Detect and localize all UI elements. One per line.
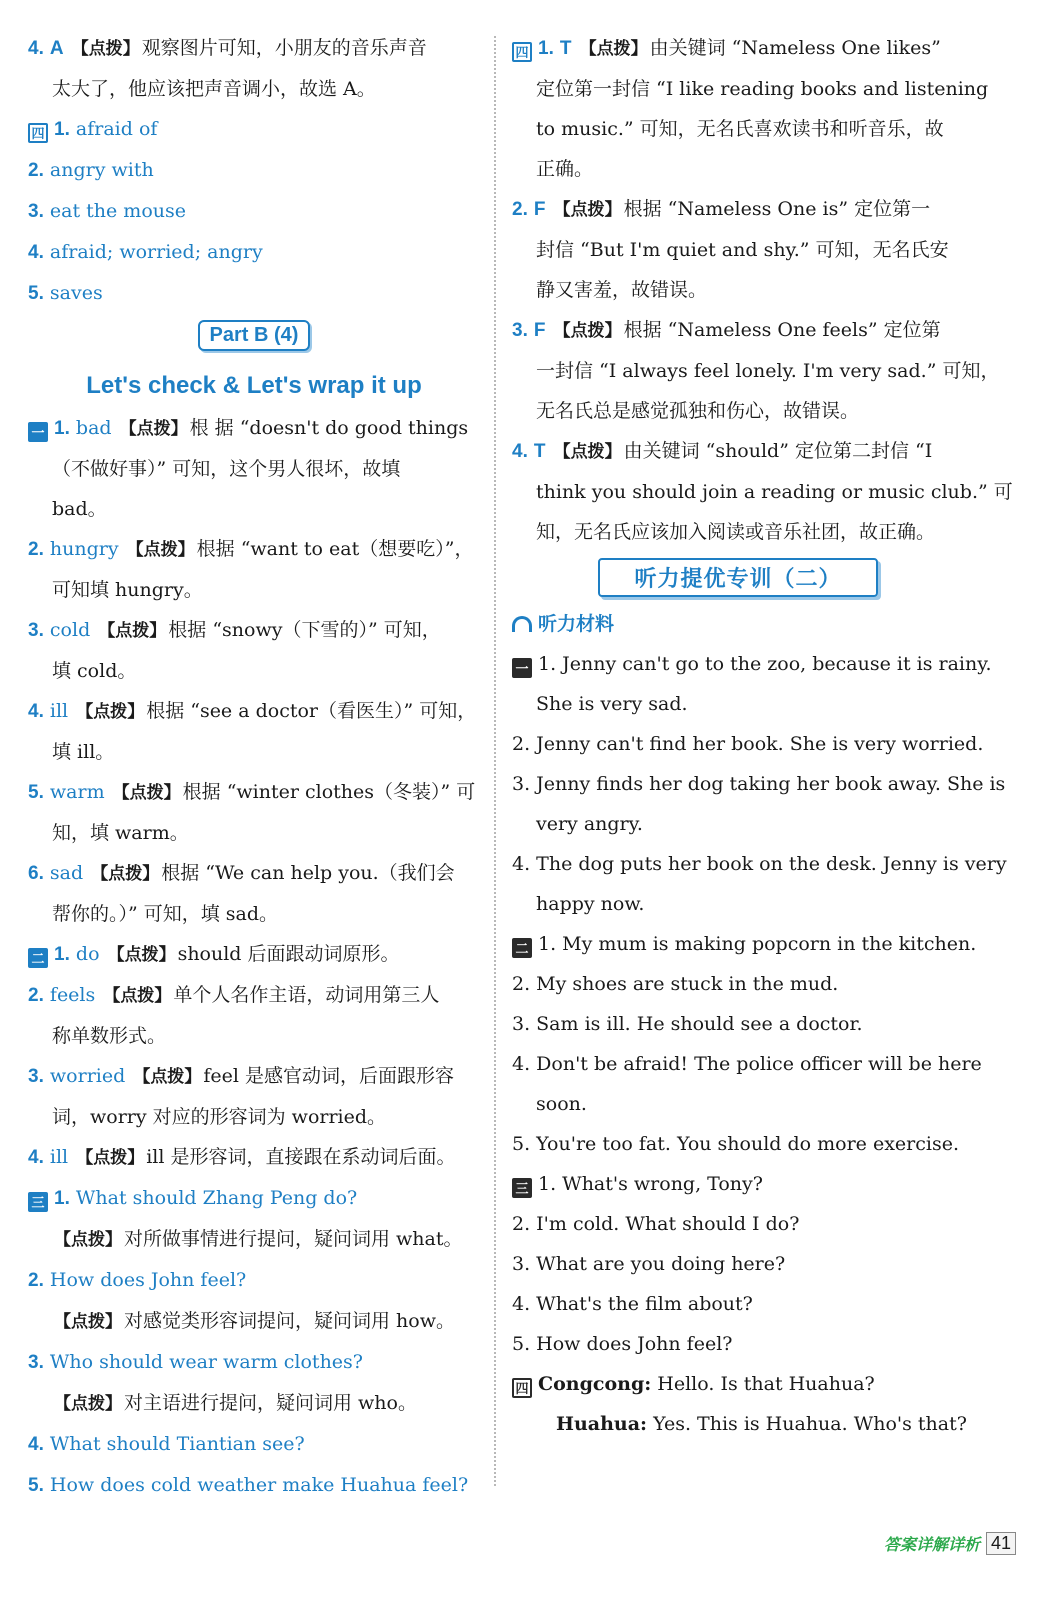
answer-line: 封信 “But I'm quiet and shy.” 可知，无名氏安 <box>536 239 949 261</box>
transcript-line: 4. What's the film about? <box>512 1293 753 1315</box>
answer-line: 4. What should Tiantian see? <box>28 1433 305 1455</box>
transcript-line: 二 1. My mum is making popcorn in the kitchen. <box>512 924 964 964</box>
answer-line: 填 cold。 <box>52 660 137 682</box>
page-footer <box>884 1528 1016 1558</box>
answer-line: （不做好事）” 可知，这个男人很坏，故填 <box>52 458 401 480</box>
headphone-icon <box>512 616 532 632</box>
answer-line: 3. Who should wear warm clothes? <box>28 1351 363 1373</box>
transcript-line: 3. Sam is ill. He should see a doctor. <box>512 1013 863 1035</box>
hint-tag: 【 点拨 】 <box>554 200 622 220</box>
answer-line: 知，无名氏应该加入阅读或音乐社团，故正确。 <box>536 521 936 543</box>
transcript-line: 一 1. Jenny can't go to the zoo, because it is rainy. <box>512 644 964 684</box>
hint-tag: 【 点拨 】 <box>76 1148 144 1168</box>
answer-line: 正确。 <box>536 158 594 180</box>
answer-line: 3. F 【 点拨 】 根据 “Nameless One feels” 定位第 <box>512 310 964 351</box>
section-four-marker: 四 <box>512 42 532 62</box>
answer-line: 词，worry 对应的形容词为 worried。 <box>52 1106 387 1128</box>
section-four-marker: 四 <box>512 1378 532 1398</box>
listening-material-heading: 听力材料 <box>512 604 964 644</box>
answer-line: 4. ill 【 点拨 】 根据 “see a doctor（看医生）” 可知， <box>28 691 480 732</box>
answer-line: 一封信 “I always feel lonely. I'm very sad.” 可知， <box>536 360 1000 382</box>
answer-line: 4. afraid; worried; angry <box>28 241 263 263</box>
transcript-line: 4. The dog puts her book on the desk. Jenny is very <box>512 853 1007 875</box>
section-one-marker: 一 <box>28 422 48 442</box>
answer-line: 4. ill 【 点拨 】 ill 是形容词，直接跟在系动词后面。 <box>28 1137 480 1178</box>
hint-tag: 【 点拨 】 <box>72 39 140 59</box>
transcript-line: 2. My shoes are stuck in the mud. <box>512 973 839 995</box>
footer-label: 答案详解详析 <box>883 1534 980 1554</box>
answer-line: 静又害羞，故错误。 <box>536 279 708 301</box>
answer-line: 定位第一封信 “I like reading books and listening <box>536 78 989 100</box>
transcript-line: 5. How does John feel? <box>512 1333 733 1355</box>
answer-line: 5. warm 【 点拨 】 根据 “winter clothes（冬装）” 可 <box>28 772 480 813</box>
answer-line: 二 1. do 【 点拨 】 should 后面跟动词原形。 <box>28 934 480 975</box>
transcript-line: She is very sad. <box>536 693 688 715</box>
answer-line: 【 点拨 】 对主语进行提问，疑问词用 who。 <box>28 1383 480 1424</box>
part-badge: Part B (4) <box>198 320 311 351</box>
answer-line: 3. cold 【 点拨 】 根据 “snowy（下雪的）” 可知， <box>28 610 480 651</box>
hint-tag: 【 点拨 】 <box>133 1067 201 1087</box>
answer-line: 填 ill。 <box>52 741 115 763</box>
answer-line: 5. saves <box>28 282 103 304</box>
hint-tag: 【 点拨 】 <box>113 783 181 803</box>
answer-line: 称单数形式。 <box>52 1025 167 1047</box>
transcript-line: Huahua: Yes. This is Huahua. Who's that? <box>556 1413 967 1435</box>
transcript-line: 5. You're too fat. You should do more exercise. <box>512 1133 960 1155</box>
section-three-marker: 三 <box>28 1192 48 1212</box>
transcript-line: very angry. <box>536 813 643 835</box>
answer-line: 2. How does John feel? <box>28 1269 247 1291</box>
transcript-line: 三 1. What's wrong, Tony? <box>512 1164 964 1204</box>
answer-line: 可知填 hungry。 <box>52 579 203 601</box>
hint-tag: 【 点拨 】 <box>127 540 195 560</box>
answer-line: 6. sad 【 点拨 】 根据 “We can help you.（我们会 <box>28 853 480 894</box>
transcript-line: happy now. <box>536 893 645 915</box>
transcript-line: soon. <box>536 1093 587 1115</box>
answer-line: 4. T 【 点拨 】 由关键词 “should” 定位第二封信 “I <box>512 431 964 472</box>
answer-line: 2. angry with <box>28 159 154 181</box>
section-three-marker: 三 <box>512 1178 532 1198</box>
answer-line: to music.” 可知，无名氏喜欢读书和听音乐，故 <box>536 118 944 140</box>
transcript-line: 2. Jenny can't find her book. She is very worried. <box>512 733 984 755</box>
hint-tag: 【 点拨 】 <box>580 39 648 59</box>
special-training-badge: 听力提优专训（二） <box>598 558 877 597</box>
hint-tag: 【 点拨 】 <box>91 864 159 884</box>
answer-line: 4. A 【 点拨 】 观察图片可知，小朋友的音乐声音 <box>28 28 480 69</box>
answer-line: 帮你的。）” 可知，填 sad。 <box>52 903 279 925</box>
hint-tag: 【 点拨 】 <box>54 1230 122 1250</box>
left-column <box>28 28 480 1506</box>
answer-line: 三 1. What should Zhang Peng do? <box>28 1178 480 1219</box>
hint-tag: 【 点拨 】 <box>103 986 171 1006</box>
answer-line: think you should join a reading or music club.” 可 <box>536 481 1013 503</box>
hint-tag: 【 点拨 】 <box>108 945 176 965</box>
answer-line: 2. feels 【 点拨 】 单个人名作主语，动词用第三人 <box>28 975 480 1016</box>
speaker-name: Huahua: <box>556 1413 648 1435</box>
transcript-line: 2. I'm cold. What should I do? <box>512 1213 800 1235</box>
answer-line: 3. eat the mouse <box>28 200 186 222</box>
section-four-marker: 四 <box>28 123 48 143</box>
transcript-line: 3. What are you doing here? <box>512 1253 786 1275</box>
answer-line: 3. worried 【 点拨 】 feel 是感官动词，后面跟形容 <box>28 1056 480 1097</box>
answer-line: 一 1. bad 【 点拨 】 根 据 “doesn't do good things <box>28 408 480 449</box>
hint-tag: 【 点拨 】 <box>98 621 166 641</box>
transcript-line: 四 Congcong: Hello. Is that Huahua? <box>512 1364 964 1404</box>
hint-tag: 【 点拨 】 <box>54 1394 122 1414</box>
answer-line: 四 1. T 【 点拨 】 由关键词 “Nameless One likes” <box>512 28 964 69</box>
hint-tag: 【 点拨 】 <box>76 702 144 722</box>
answer-line: 【 点拨 】 对所做事情进行提问，疑问词用 what。 <box>28 1219 480 1260</box>
answer-line: 知，填 warm。 <box>52 822 189 844</box>
page-number: 41 <box>986 1532 1016 1555</box>
answer-line: 2. hungry 【 点拨 】 根据 “want to eat（想要吃）”， <box>28 529 480 570</box>
answer-line: 太大了，他应该把声音调小，故选 A。 <box>52 78 376 100</box>
hint-tag: 【 点拨 】 <box>554 442 622 462</box>
section-title: Let's check & Let's wrap it up <box>86 372 422 399</box>
transcript-line: 4. Don't be afraid! The police officer will be here <box>512 1053 982 1075</box>
answer-line: 2. F 【 点拨 】 根据 “Nameless One is” 定位第一 <box>512 189 964 230</box>
transcript-line: 3. Jenny finds her dog taking her book away. She is <box>512 773 1006 795</box>
section-two-marker: 二 <box>28 948 48 968</box>
hint-tag: 【 点拨 】 <box>554 321 622 341</box>
answer-line: 无名氏总是感觉孤独和伤心，故错误。 <box>536 400 860 422</box>
hint-tag: 【 点拨 】 <box>54 1312 122 1332</box>
answer-line: 四 1. afraid of <box>28 109 480 150</box>
answer-line: 【 点拨 】 对感觉类形容词提问，疑问词用 how。 <box>28 1301 480 1342</box>
section-one-marker: 一 <box>512 658 532 678</box>
hint-tag: 【 点拨 】 <box>120 419 188 439</box>
speaker-name: Congcong: <box>538 1373 652 1395</box>
column-divider <box>494 36 496 1486</box>
answer-line: 5. How does cold weather make Huahua feel? <box>28 1474 469 1496</box>
right-column <box>512 28 1013 1444</box>
answer-line: bad。 <box>52 498 107 520</box>
section-two-marker: 二 <box>512 938 532 958</box>
